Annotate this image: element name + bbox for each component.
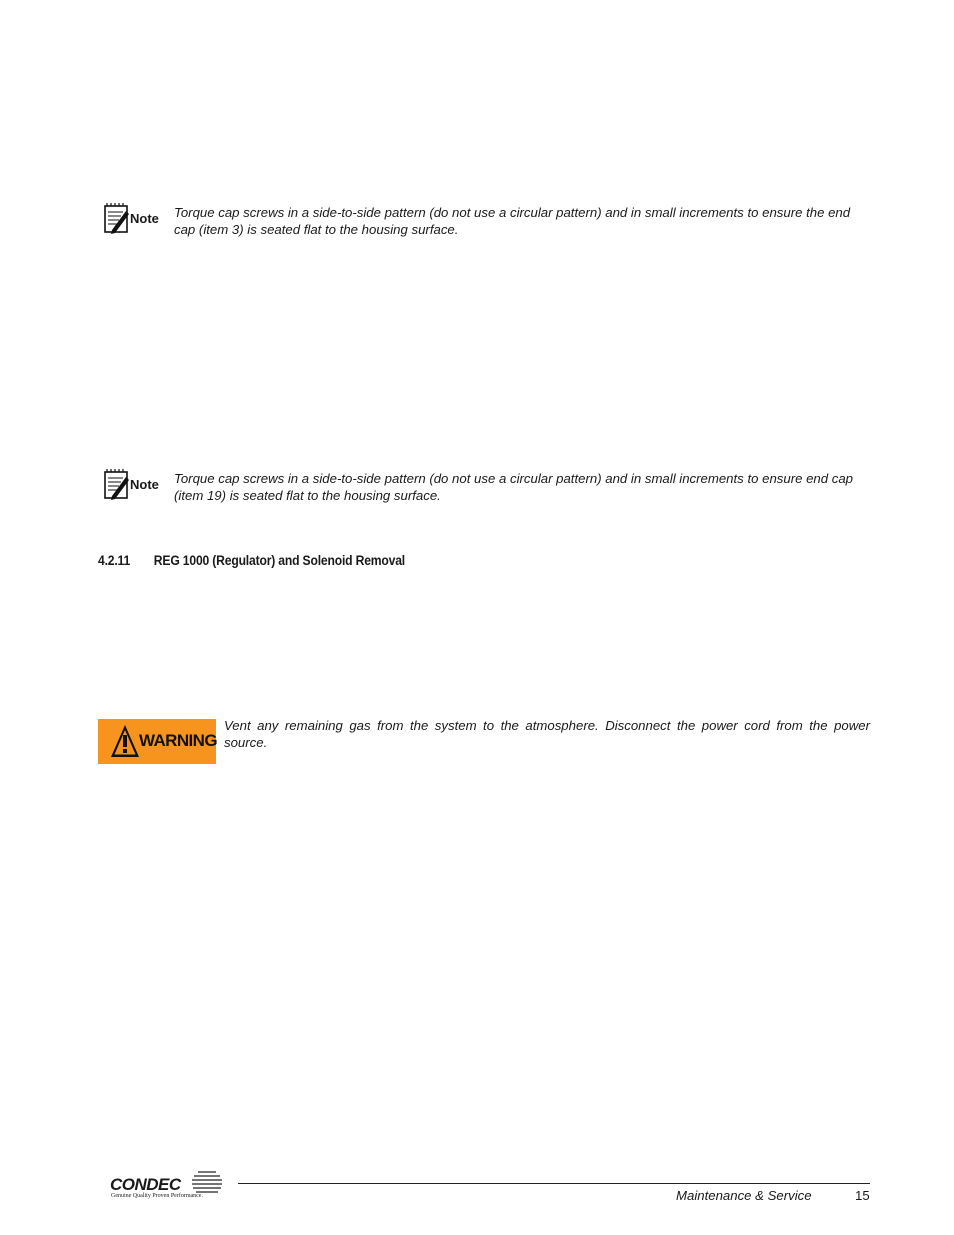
warning-label: WARNING <box>139 731 217 750</box>
warning-badge <box>98 719 216 764</box>
logo-tagline: Genuine Quality Proven Performance. <box>111 1193 203 1199</box>
footer-divider <box>238 1183 870 1184</box>
note-text: Torque cap screws in a side-to-side pattern (do not use a circular pattern) and in small increments to ensure the end cap (item 3) is seated flat to the housing surface. <box>174 205 851 237</box>
warning-block <box>98 717 872 767</box>
section-title: REG 1000 (Regulator) and Solenoid Removal <box>153 553 406 568</box>
warning-triangle-icon <box>110 724 140 758</box>
note-label: Note <box>130 477 159 492</box>
note-text: Torque cap screws in a side-to-side pattern (do not use a circular pattern) and in small increments to ensure end cap (item 19) is seated flat to the housing surface. <box>174 471 854 503</box>
page-number: 15 <box>855 1188 870 1203</box>
note-label: Note <box>130 211 159 226</box>
logo-text: CONDEC <box>110 1175 181 1194</box>
warning-text: Vent any remaining gas from the system to the atmosphere. Disconnect the power cord from the power source. <box>224 718 870 750</box>
footer-section-name: Maintenance & Service <box>676 1188 812 1203</box>
note-icon <box>102 468 164 504</box>
note-block <box>100 204 872 244</box>
condec-logo <box>108 1168 226 1204</box>
section-heading <box>98 553 405 568</box>
section-number: 4.2.11 <box>98 553 131 568</box>
note-icon <box>102 202 164 238</box>
note-block <box>100 470 872 510</box>
